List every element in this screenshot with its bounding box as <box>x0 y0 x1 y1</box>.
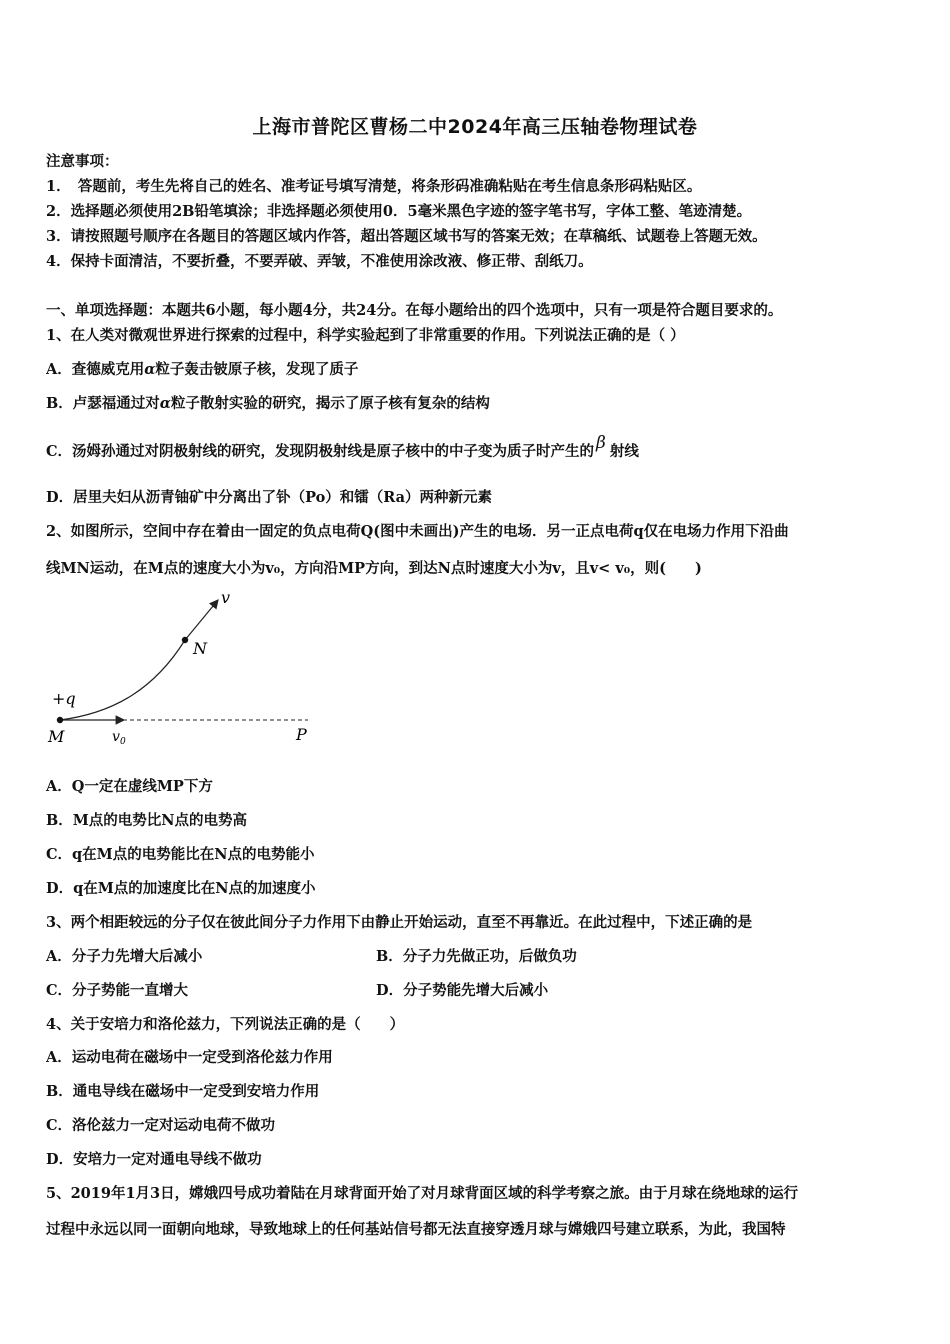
trajectory-figure <box>40 588 330 758</box>
section-heading: 一、单项选择题：本题共6小题，每小题4分，共24分。在每小题给出的四个选项中，只有一项是符合题目要求的。 <box>46 302 783 319</box>
notice-item: 4．保持卡面清洁，不要折叠，不要弄破、弄皱，不准使用涂改液、修正带、刮纸刀。 <box>46 253 593 270</box>
notice-heading: 注意事项： <box>46 153 119 170</box>
q1-option-c: C．汤姆孙通过对阴极射线的研究，发现阴极射线是原子核中的中子变为质子时产生的 β 射线 <box>46 433 639 460</box>
q3-option-a: A．分子力先增大后减小 <box>46 948 203 965</box>
q2-option-d: D．q在M点的加速度比在N点的加速度小 <box>46 880 316 897</box>
label-n: N <box>193 639 207 658</box>
q2-option-c: C．q在M点的电势能比在N点的电势能小 <box>46 846 315 863</box>
q1-option-b: B．卢瑟福通过对α粒子散射实验的研究，揭示了原子核有复杂的结构 <box>46 395 490 412</box>
q2-option-a: A．Q一定在虚线MP下方 <box>46 778 213 795</box>
label-q: +q <box>52 689 76 708</box>
q3-option-d: D．分子势能先增大后减小 <box>376 982 549 999</box>
q3-option-c: C．分子势能一直增大 <box>46 982 189 999</box>
label-v0-sub: 0 <box>120 737 126 747</box>
q4-option-a: A．运动电荷在磁场中一定受到洛伦兹力作用 <box>46 1049 333 1066</box>
q2-stem-line1: 2、如图所示，空间中存在着由一固定的负点电荷Q(图中未画出)产生的电场．另一正点电荷q仅在电场力作用下沿曲 <box>46 523 789 540</box>
notice-item: 3．请按照题号顺序在各题目的答题区域内作答，超出答题区域书写的答案无效；在草稿纸、试题卷上答题无效。 <box>46 228 767 245</box>
point-n <box>182 637 188 643</box>
q1-option-a: A．查德威克用α粒子轰击铍原子核，发现了质子 <box>46 361 359 378</box>
q4-stem: 4、关于安培力和洛伦兹力，下列说法正确的是（ ） <box>46 1016 405 1033</box>
point-m <box>57 717 63 723</box>
label-m: M <box>48 727 65 746</box>
q2-stem-line2: 线MN运动，在M点的速度大小为v₀，方向沿MP方向，到达N点时速度大小为v，且v< v₀，则( ) <box>46 560 702 577</box>
notice-item: 2．选择题必须使用2B铅笔填涂；非选择题必须使用0．5毫米黑色字迹的签字笔书写，字体工整、笔迹清楚。 <box>46 203 752 220</box>
q4-option-b: B．通电导线在磁场中一定受到安培力作用 <box>46 1083 320 1100</box>
q4-option-d: D．安培力一定对通电导线不做功 <box>46 1151 262 1168</box>
q5-stem-line2: 过程中永远以同一面朝向地球，导致地球上的任何基站信号都无法直接穿透月球与嫦娥四号建立联系，为此，我国特 <box>46 1221 786 1238</box>
q5-stem-line1: 5、2019年1月3日，嫦娥四号成功着陆在月球背面开始了对月球背面区域的科学考察之旅。由于月球在绕地球的运行 <box>46 1185 799 1202</box>
q3-stem: 3、两个相距较远的分子仅在彼此间分子力作用下由静止开始运动，直至不再靠近。在此过程中，下述正确的是 <box>46 914 753 931</box>
page-title: 上海市普陀区曹杨二中2024年高三压轴卷物理试卷 <box>252 116 698 138</box>
q1-option-d: D．居里夫妇从沥青铀矿中分离出了钋（Po）和镭（Ra）两种新元素 <box>46 489 493 506</box>
notice-item: 1． 答题前，考生先将自己的姓名、准考证号填写清楚，将条形码准确粘贴在考生信息条形码粘贴区。 <box>46 178 702 195</box>
q3-option-b: B．分子力先做正功，后做负功 <box>376 948 577 965</box>
q1-stem: 1、在人类对微观世界进行探索的过程中，科学实验起到了非常重要的作用。下列说法正确的是（ ） <box>46 327 685 344</box>
label-p: P <box>296 725 307 744</box>
beta-symbol: β <box>596 433 606 453</box>
q2-option-b: B．M点的电势比N点的电势高 <box>46 812 248 829</box>
label-v0: v <box>112 729 120 745</box>
trajectory-curve <box>60 600 218 720</box>
q4-option-c: C．洛伦兹力一定对运动电荷不做功 <box>46 1117 276 1134</box>
label-v: v <box>221 588 231 607</box>
